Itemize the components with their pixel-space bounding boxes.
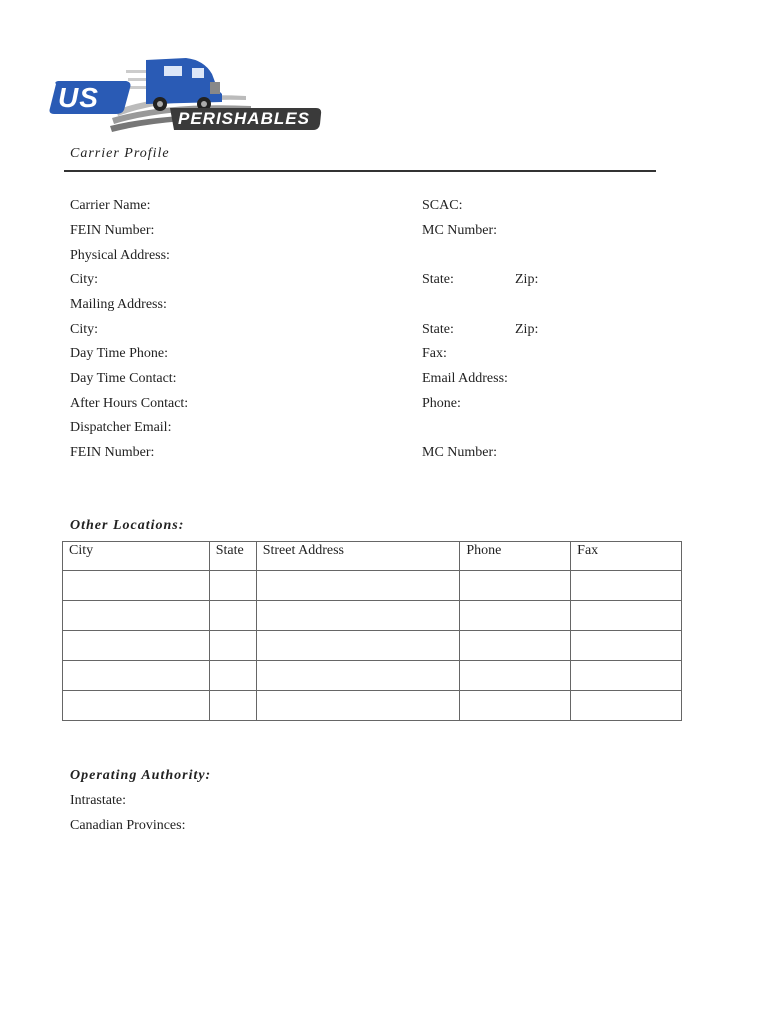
- physical-address-label: Physical Address:: [70, 248, 170, 263]
- carrier-profile-title: Carrier Profile: [70, 146, 170, 161]
- logo-us-text: US: [58, 82, 99, 113]
- after-hours-contact-label: After Hours Contact:: [70, 396, 189, 411]
- canadian-provinces-label: Canadian Provinces:: [70, 818, 186, 833]
- table-cell[interactable]: [63, 691, 210, 721]
- day-time-contact-label: Day Time Contact:: [70, 371, 177, 386]
- table-cell[interactable]: [571, 691, 682, 721]
- logo-perishables-text: PERISHABLES: [178, 109, 310, 128]
- table-cell[interactable]: [460, 691, 571, 721]
- table-header-row: [63, 542, 682, 571]
- table-row: [63, 631, 682, 661]
- table-cell[interactable]: [256, 691, 460, 721]
- table-cell[interactable]: [460, 661, 571, 691]
- zip-label: Zip:: [515, 272, 539, 287]
- table-cell[interactable]: [571, 631, 682, 661]
- city-label: City:: [70, 272, 99, 287]
- table-cell[interactable]: [571, 571, 682, 601]
- table-cell[interactable]: [63, 571, 210, 601]
- table-cell[interactable]: [63, 631, 210, 661]
- intrastate-label: Intrastate:: [70, 793, 126, 808]
- title-divider: [64, 170, 656, 172]
- day-time-phone-label: Day Time Phone:: [70, 346, 169, 361]
- mc-number-label: MC Number:: [422, 223, 498, 238]
- mc-number-label-2: MC Number:: [422, 445, 498, 460]
- table-cell[interactable]: [256, 571, 460, 601]
- table-cell[interactable]: [571, 601, 682, 631]
- other-locations-table: [62, 541, 682, 721]
- column-header-phone: Phone: [460, 542, 571, 571]
- table-cell[interactable]: [209, 571, 256, 601]
- operating-authority-title: Operating Authority:: [70, 768, 212, 783]
- table-cell[interactable]: [209, 691, 256, 721]
- table-cell[interactable]: [460, 631, 571, 661]
- table-cell[interactable]: [209, 661, 256, 691]
- table-cell[interactable]: [209, 631, 256, 661]
- table-row: [63, 571, 682, 601]
- table-cell[interactable]: [571, 661, 682, 691]
- state-label: State:: [422, 272, 454, 287]
- email-address-label: Email Address:: [422, 371, 508, 386]
- table-cell[interactable]: [460, 601, 571, 631]
- table-cell[interactable]: [460, 571, 571, 601]
- mailing-address-label: Mailing Address:: [70, 297, 167, 312]
- carrier-name-label: Carrier Name:: [70, 198, 151, 213]
- table-cell[interactable]: [63, 601, 210, 631]
- scac-label: SCAC:: [422, 198, 463, 213]
- us-perishables-logo: [46, 52, 322, 134]
- table-row: [63, 661, 682, 691]
- mailing-city-label: City:: [70, 322, 99, 337]
- column-header-city: City: [63, 542, 210, 571]
- column-header-state: State: [209, 542, 256, 571]
- fein-number-label: FEIN Number:: [70, 223, 155, 238]
- mailing-zip-label: Zip:: [515, 322, 539, 337]
- table-cell[interactable]: [209, 601, 256, 631]
- table-cell[interactable]: [256, 661, 460, 691]
- column-header-street-address: Street Address: [256, 542, 460, 571]
- table-cell[interactable]: [256, 631, 460, 661]
- table-row: [63, 691, 682, 721]
- fax-label: Fax:: [422, 346, 447, 361]
- table-cell[interactable]: [63, 661, 210, 691]
- dispatcher-email-label: Dispatcher Email:: [70, 420, 172, 435]
- mailing-state-label: State:: [422, 322, 454, 337]
- fein-number-label-2: FEIN Number:: [70, 445, 155, 460]
- table-row: [63, 601, 682, 631]
- table-cell[interactable]: [256, 601, 460, 631]
- column-header-fax: Fax: [571, 542, 682, 571]
- other-locations-title: Other Locations:: [70, 518, 185, 533]
- phone-label: Phone:: [422, 396, 461, 411]
